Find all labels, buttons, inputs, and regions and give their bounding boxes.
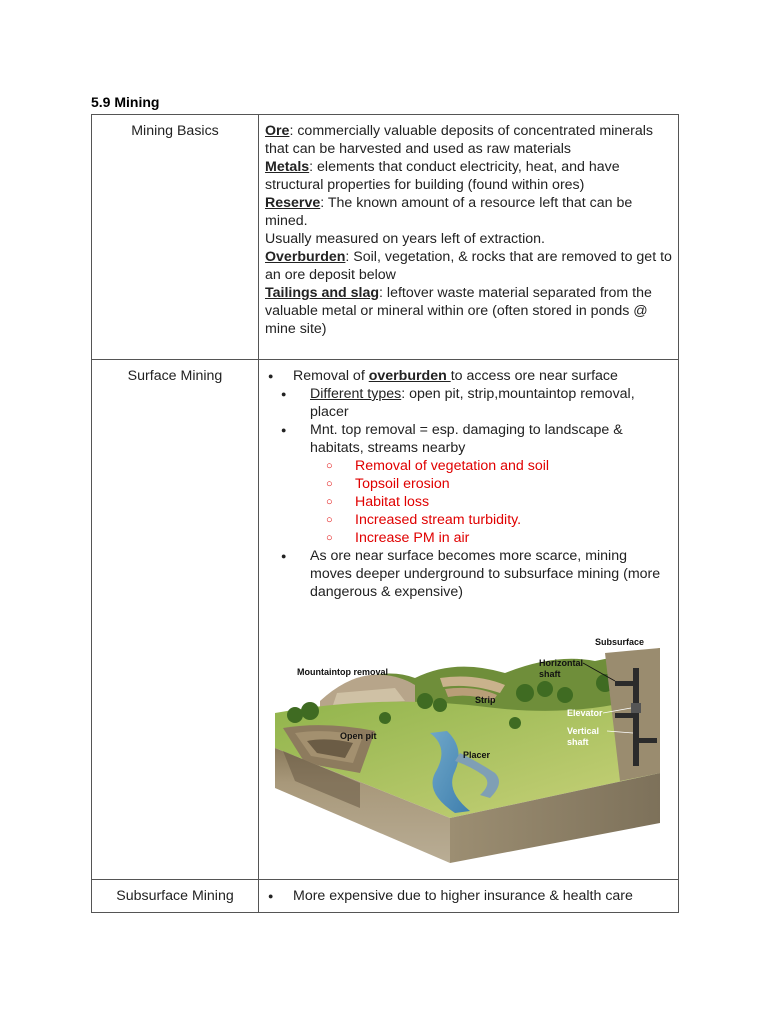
effect-item: ○ Habitat loss xyxy=(265,493,672,511)
label-horizontal-shaft: shaft xyxy=(539,669,561,679)
definition-ore xyxy=(265,122,672,158)
surface-mining-content xyxy=(259,360,679,880)
term-different-types: Different types xyxy=(310,386,402,402)
reserve-note: Usually measured on years left of extraction. xyxy=(265,231,545,247)
bullet-text: to access ore near surface xyxy=(450,368,618,384)
subsurface-mining-content xyxy=(259,880,679,913)
label-strip: Strip xyxy=(475,695,496,705)
effects-list xyxy=(265,457,672,547)
subsurface-bullets xyxy=(265,887,672,905)
term-reserve: Reserve xyxy=(265,195,321,211)
section-heading: 5.9 Mining xyxy=(91,94,160,110)
label-subsurface: Subsurface xyxy=(595,637,645,647)
list-item xyxy=(265,385,672,421)
table-row xyxy=(92,880,679,913)
effect-item: ○ Increase PM in air xyxy=(265,529,672,547)
surface-sub-bullets xyxy=(265,385,672,457)
row-label-mining-basics: Mining Basics xyxy=(92,115,259,360)
types-def: : open pit, strip,mountaintop removal, placer xyxy=(310,386,635,420)
term-ore: Ore xyxy=(265,123,290,139)
list-item: ● More expensive due to higher insurance & health care xyxy=(265,887,672,905)
label-mountaintop-removal: Mountaintop removal xyxy=(297,667,389,677)
label-vertical-shaft: shaft xyxy=(567,737,589,747)
def-ore: : commercially valuable deposits of concentrated minerals that can be harvested and used as raw materials xyxy=(265,123,653,157)
mining-diagram-svg xyxy=(265,623,673,863)
table-row xyxy=(92,115,679,360)
elevator xyxy=(631,703,641,713)
mining-basics-content xyxy=(259,115,679,360)
label-open-pit: Open pit xyxy=(340,731,377,741)
mining-types-illustration xyxy=(265,623,673,863)
definition-tailings xyxy=(265,284,672,338)
effect-item: ○ Removal of vegetation and soil xyxy=(265,457,672,475)
vertical-shaft xyxy=(633,668,639,766)
table-row xyxy=(92,360,679,880)
definition-reserve xyxy=(265,194,672,230)
label-horizontal: Horizontal xyxy=(539,658,583,668)
horizontal-shaft xyxy=(615,681,633,686)
bullet-text: Removal of xyxy=(293,368,369,384)
effect-item: ○ Topsoil erosion xyxy=(265,475,672,493)
term-overburden-inline: overburden xyxy=(368,368,451,384)
term-tailings: Tailings and slag xyxy=(265,285,380,301)
surface-bullets xyxy=(265,367,672,385)
label-placer: Placer xyxy=(463,750,491,760)
surface-sub-bullets-2 xyxy=(265,547,672,601)
definition-overburden xyxy=(265,248,672,284)
notes-table xyxy=(91,114,679,913)
def-reserve: : The known amount of a resource left that can be mined. xyxy=(265,195,633,229)
def-overburden: : Soil, vegetation, & rocks that are removed to get to an ore deposit below xyxy=(265,249,672,283)
term-overburden: Overburden xyxy=(265,249,346,265)
term-metals: Metals xyxy=(265,159,310,175)
label-elevator: Elevator xyxy=(567,708,603,718)
def-metals: : elements that conduct electricity, heat, and have structural properties for building (found within ores) xyxy=(265,159,620,193)
label-vertical: Vertical xyxy=(567,726,600,736)
row-label-surface-mining: Surface Mining xyxy=(92,360,259,880)
definition-metals xyxy=(265,158,672,194)
def-tailings: : leftover waste material separated from the valuable metal or mineral within ore (often stored in ponds @ mine site) xyxy=(265,285,652,337)
list-item: ● As ore near surface becomes more scarce, mining moves deeper underground to subsurface mining (more dangerous & expensive) xyxy=(265,547,672,601)
list-item: ● Mnt. top removal = esp. damaging to landscape & habitats, streams nearby xyxy=(265,421,672,457)
list-item xyxy=(265,367,672,385)
row-label-subsurface-mining: Subsurface Mining xyxy=(92,880,259,913)
effect-item: ○ Increased stream turbidity. xyxy=(265,511,672,529)
